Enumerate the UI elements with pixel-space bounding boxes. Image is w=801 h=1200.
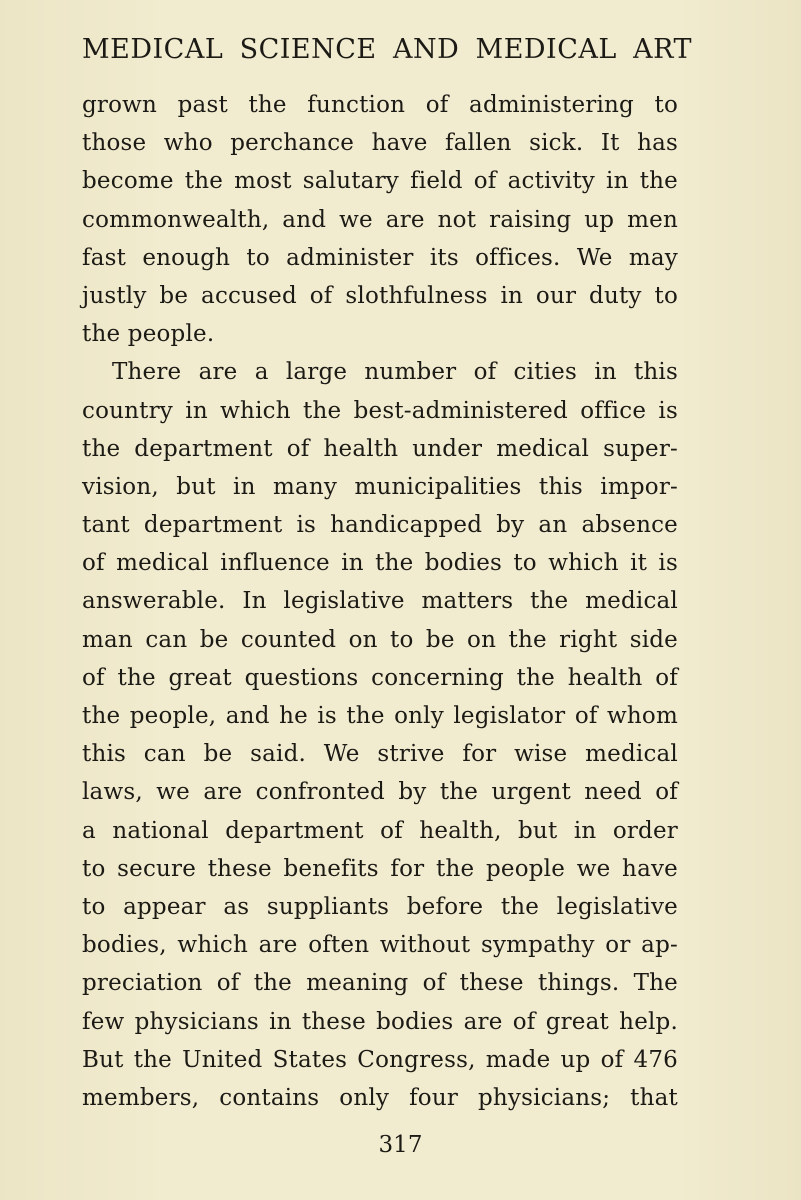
text-line: this can be said. We strive for wise medical — [82, 741, 678, 768]
text-line: justly be accused of slothfulness in our duty to — [82, 282, 678, 309]
text-line: become the most salutary field of activity in the — [82, 168, 678, 195]
text-line: commonwealth, and we are not raising up men — [82, 206, 678, 233]
text-line: a national department of health, but in order — [82, 817, 678, 844]
text-line: to secure these benefits for the people we have — [82, 855, 678, 882]
text-line: There are a large number of cities in this — [112, 359, 678, 386]
text-line: preciation of the meaning of these things. The — [82, 970, 678, 997]
body-text — [82, 86, 678, 1117]
text-line: But the United States Congress, made up of 476 — [82, 1046, 678, 1073]
text-line: few physicians in these bodies are of great help. — [82, 1008, 678, 1035]
text-line: the people. — [82, 321, 215, 348]
text-line: members, contains only four physicians; that — [82, 1084, 678, 1111]
text-line: the department of health under medical super- — [82, 435, 678, 462]
text-line: to appear as suppliants before the legislative — [82, 893, 678, 920]
text-line: of the great questions concerning the health of — [82, 664, 678, 691]
text-line: vision, but in many municipalities this impor- — [82, 473, 678, 500]
text-line: fast enough to administer its offices. We may — [82, 244, 678, 271]
running-head: MEDICAL SCIENCE AND MEDICAL ART — [82, 34, 692, 65]
text-line: answerable. In legislative matters the medical — [82, 588, 678, 615]
text-line: of medical influence in the bodies to which it is — [82, 550, 678, 577]
text-line: tant department is handicapped by an absence — [82, 512, 678, 539]
text-line: the people, and he is the only legislator of whom — [82, 703, 678, 729]
page-number: 317 — [378, 1132, 423, 1158]
text-line: grown past the function of administering to — [82, 92, 678, 118]
text-line: country in which the best-administered office is — [82, 397, 678, 424]
text-line: bodies, which are often without sympathy or ap- — [82, 932, 678, 959]
text-line: those who perchance have fallen sick. It has — [82, 130, 678, 157]
text-line: man can be counted on to be on the right side — [82, 626, 678, 653]
text-line: laws, we are confronted by the urgent need of — [82, 779, 678, 806]
